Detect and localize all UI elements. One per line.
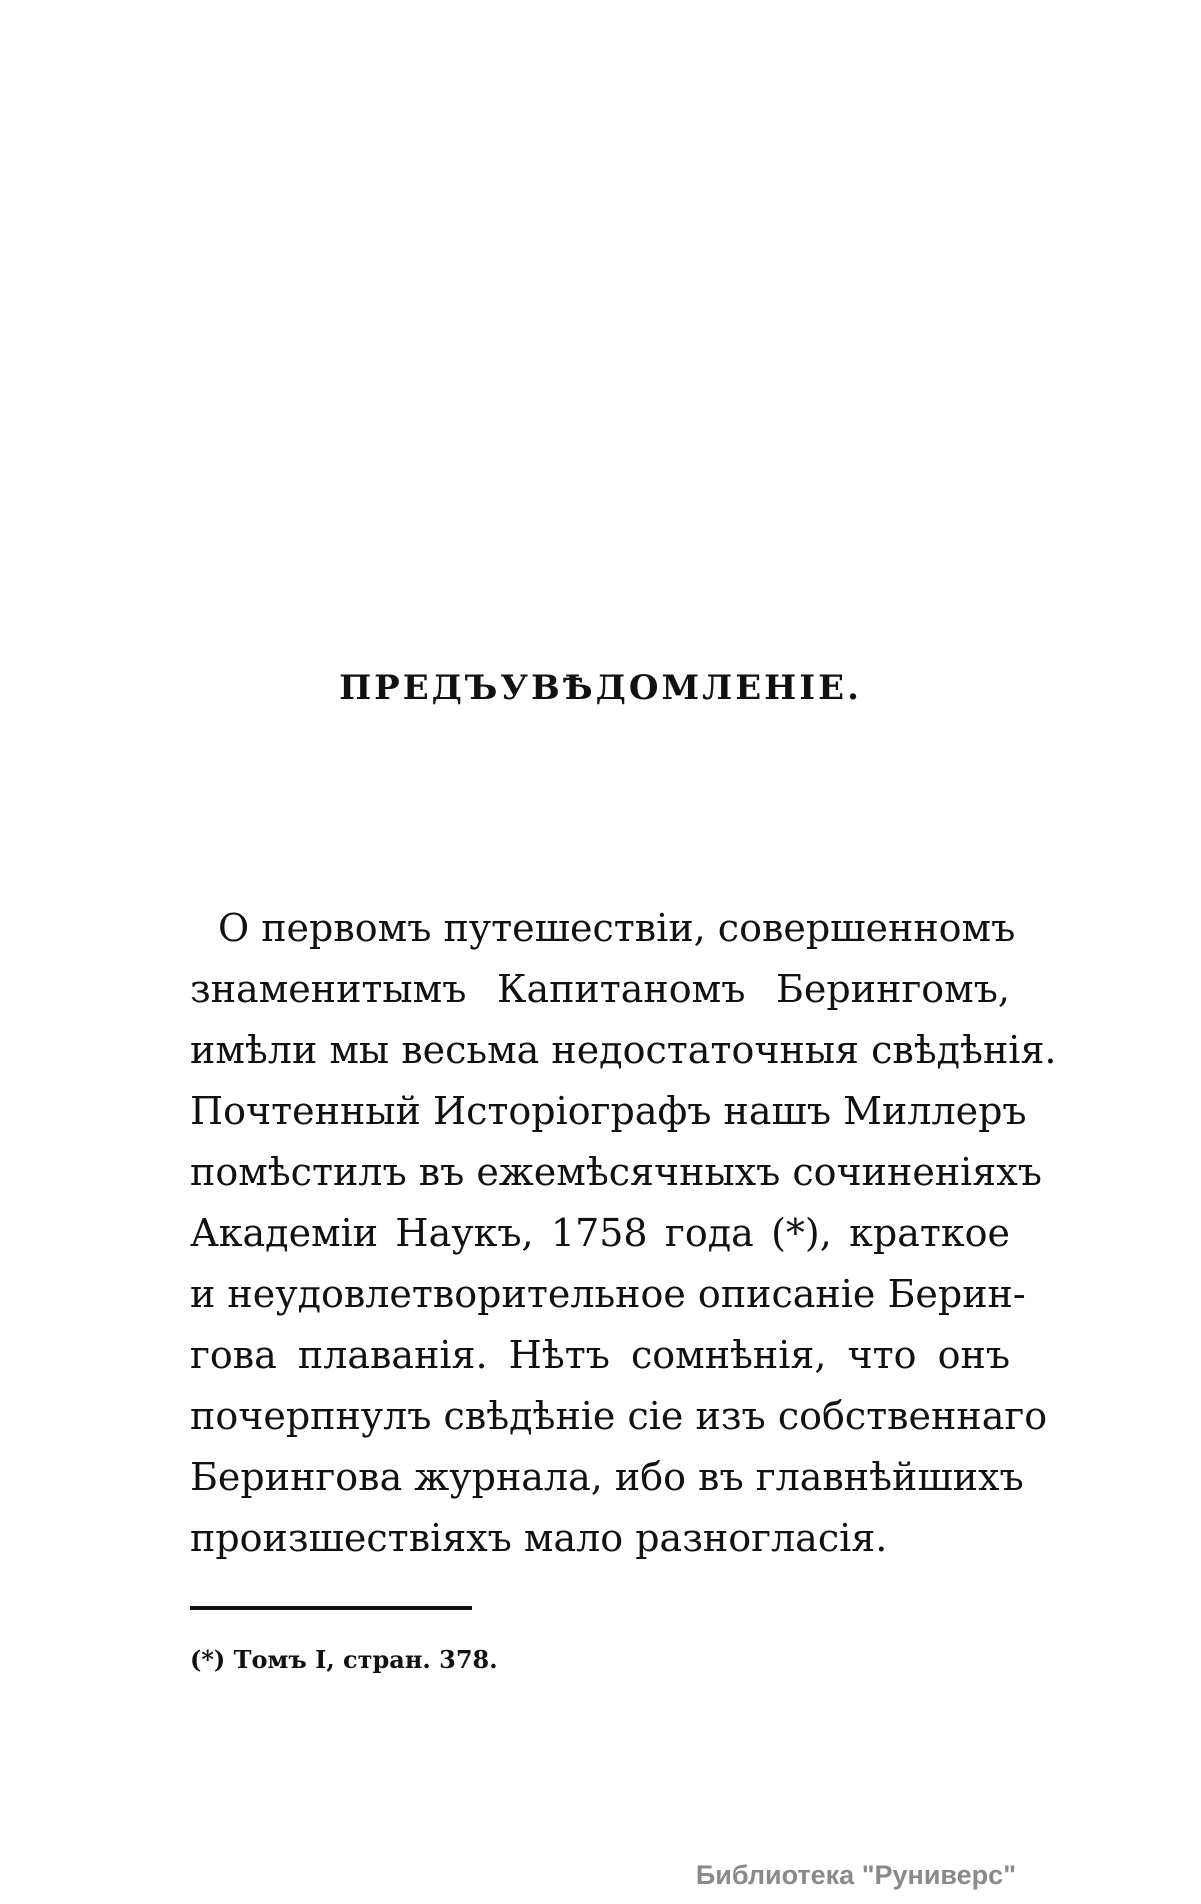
body-paragraph — [190, 898, 1057, 1569]
footnote: (*) Томъ I, стран. 378. — [190, 1645, 498, 1674]
text-line: помѣстилъ въ ежемѣсячныхъ сочиненіяхъ — [190, 1150, 1042, 1194]
text-line: гова плаванія. Нѣтъ сомнѣнія, что онъ — [190, 1333, 1010, 1377]
footnote-divider — [190, 1606, 472, 1610]
text-line: произшествіяхъ мало разногласія. — [190, 1516, 888, 1560]
text-line: знаменитымъ Капитаномъ Берингомъ, — [190, 967, 1010, 1011]
text-line: Почтенный Исторіографъ нашъ Миллеръ — [190, 1089, 1027, 1133]
text-line: Берингова журнала, ибо въ главнѣйшихъ — [190, 1455, 1024, 1499]
text-line: почерпнулъ свѣдѣніе сіе изъ собственнаго — [190, 1394, 1048, 1438]
text-line: О первомъ путешествіи, совершенномъ — [218, 906, 1016, 950]
page-title: ПРЕДЪУВѢДОМЛЕНІЕ. — [339, 668, 862, 708]
text-line: Академіи Наукъ, 1758 года (*), краткое — [190, 1211, 1010, 1255]
text-line: имѣли мы весьма недостаточныя свѣдѣнія. — [190, 1028, 1057, 1072]
library-watermark: Библиотека "Руниверс" — [695, 1860, 1016, 1890]
text-line: и неудовлетворительное описаніе Берин- — [190, 1272, 1026, 1316]
